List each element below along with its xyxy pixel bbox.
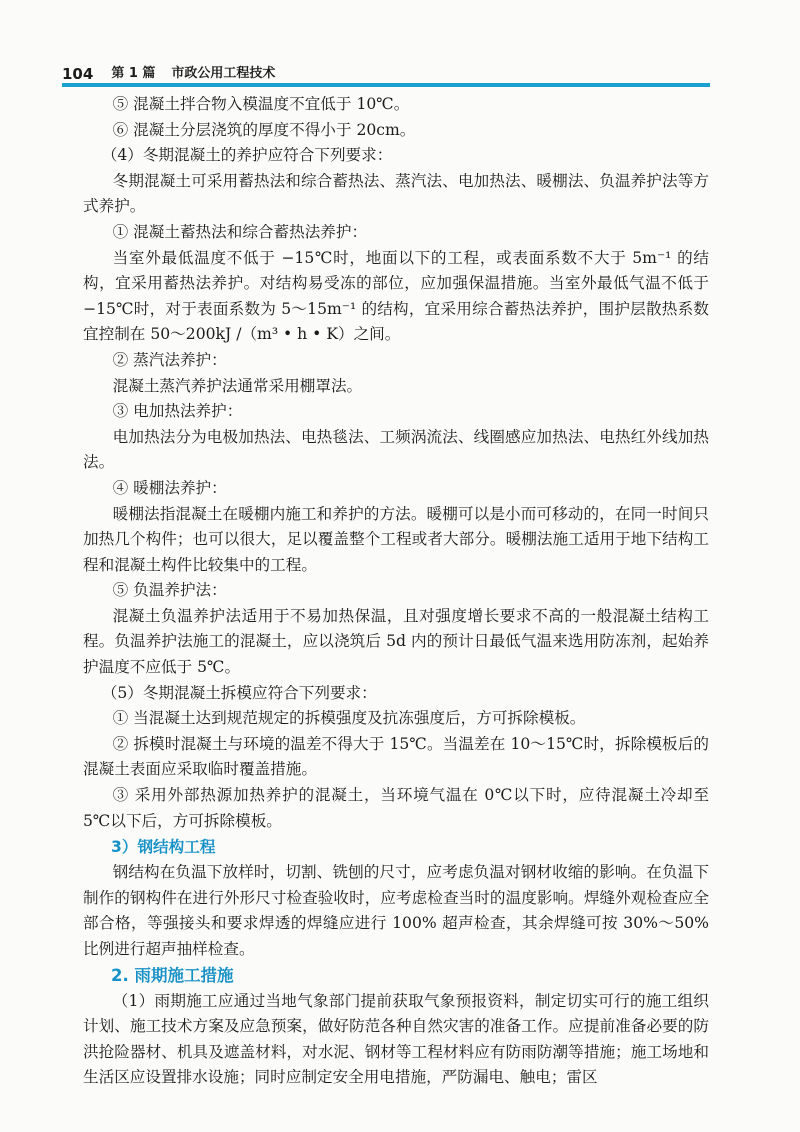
paragraph: ② 拆模时混凝土与环境的温差不得大于 15℃。当温差在 10～15℃时，拆除模板后的混凝土表面应采取临时覆盖措施。	[83, 734, 709, 779]
paragraph: ⑤ 负温养护法：	[112, 581, 227, 600]
section-heading: 3）钢结构工程	[111, 838, 216, 857]
page-header	[62, 56, 710, 84]
paragraph: 钢结构在负温下放样时，切割、铣刨的尺寸，应考虑负温对钢材收缩的影响。在负温下制作的钢构件在进行外形尺寸检查验收时，应考虑检查当时的温度影响。焊缝外观检查应全部合格，等强接头和要求焊透的焊缝应进行 100% 超声检查，其余焊缝可按 30%～50% 比例进行超声抽样检查。	[83, 863, 709, 958]
paragraph: 暖棚法指混凝土在暖棚内施工和养护的方法。暖棚可以是小而可移动的，在同一时间只加热几个构件；也可以很大，足以覆盖整个工程或者大部分。暖棚法施工适用于地下结构工程和混凝土构件比较集中的工程。	[83, 504, 709, 574]
chapter-label: 第 1 篇	[111, 66, 156, 81]
paragraph: ③ 电加热法养护：	[112, 402, 243, 421]
paragraph: 冬期混凝土可采用蓄热法和综合蓄热法、蒸汽法、电加热法、暖棚法、负温养护法等方式养护。	[83, 171, 709, 216]
chapter-title: 市政公用工程技术	[171, 66, 276, 81]
paragraph: ② 蒸汽法养护：	[112, 350, 227, 369]
paragraph: （4）冬期混凝土的养护应符合下列要求：	[101, 146, 393, 165]
paragraph: ① 混凝土蓄热法和综合蓄热法养护：	[112, 222, 368, 241]
page-body	[83, 92, 709, 1091]
paragraph: 混凝土蒸汽养护法通常采用棚罩法。	[112, 376, 363, 395]
paragraph: ⑥ 混凝土分层浇筑的厚度不得小于 20cm。	[112, 120, 416, 139]
paragraph: 当室外最低温度不低于 −15℃时，地面以下的工程，或表面系数不大于 5m⁻¹ 的结构，宜采用蓄热法养护。对结构易受冻的部位，应加强保温措施。当室外最低气温不低于 −15℃时，对于表面系数为 5～15m⁻¹ 的结构，宜采用综合蓄热法养护，围护层散热系数宜控制在 50～200kJ /（m³ • h • K）之间。	[83, 248, 709, 344]
paragraph: ⑤ 混凝土拌合物入模温度不宜低于 10℃。	[112, 95, 410, 113]
paragraph: （1）雨期施工应通过当地气象部门提前获取气象预报资料，制定切实可行的施工组织计划、施工技术方案及应急预案，做好防范各种自然灾害的准备工作。应提前准备必要的防洪抢险器材、机具及遮盖材料，对水泥、钢材等工程材料应有防雨防潮等措施；施工场地和生活区应设置排水设施；同时应制定安全用电措施，严防漏电、触电；雷区	[83, 991, 709, 1087]
paragraph: （5）冬期混凝土拆模应符合下列要求：	[101, 683, 377, 702]
paragraph: ③ 采用外部热源加热养护的混凝土，当环境气温在 0℃以下时，应待混凝土冷却至 5℃以下后，方可拆除模板。	[83, 786, 709, 830]
section-heading: 2. 雨期施工措施	[111, 965, 234, 985]
paragraph: 电加热法分为电极加热法、电热毯法、工频涡流法、线圈感应加热法、电热红外线加热法。	[83, 427, 709, 472]
paragraph: ④ 暖棚法养护：	[112, 478, 227, 497]
paragraph: ① 当混凝土达到规范规定的拆模强度及抗冻强度后，方可拆除模板。	[112, 709, 586, 728]
header-rule	[62, 83, 710, 87]
paragraph: 混凝土负温养护法适用于不易加热保温，且对强度增长要求不高的一般混凝土结构工程。负温养护法施工的混凝土，应以浇筑后 5d 内的预计日最低气温来选用防冻剂，起始养护温度不应低于 5℃。	[83, 606, 709, 677]
page-number: 104	[62, 65, 94, 83]
